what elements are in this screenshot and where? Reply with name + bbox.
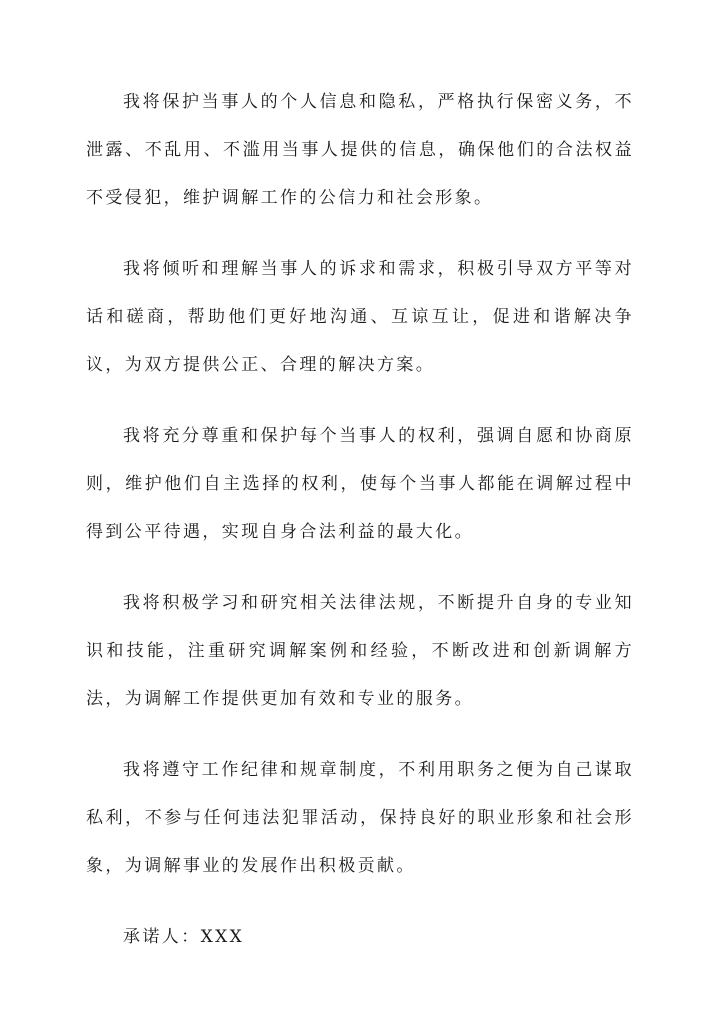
document-body — [86, 78, 634, 961]
paragraph-rights: 我将充分尊重和保护每个当事人的权利，强调自愿和协商原则，维护他们自主选择的权利，使每个当事人都能在调解过程中得到公平待遇，实现自身合法利益的最大化。 — [86, 426, 634, 542]
paragraph-listening: 我将倾听和理解当事人的诉求和需求，积极引导双方平等对话和磋商，帮助他们更好地沟通、互谅互让，促进和谐解决争议，为双方提供公正、合理的解决方案。 — [86, 259, 634, 375]
paragraph-privacy: 我将保护当事人的个人信息和隐私，严格执行保密义务，不泄露、不乱用、不滥用当事人提供的信息，确保他们的合法权益不受侵犯，维护调解工作的公信力和社会形象。 — [86, 92, 634, 208]
paragraph-learning: 我将积极学习和研究相关法律法规，不断提升自身的专业知识和技能，注重研究调解案例和经验，不断改进和创新调解方法，为调解工作提供更加有效和专业的服务。 — [86, 593, 634, 709]
signature-line: 承诺人：XXX — [123, 927, 245, 947]
paragraph-discipline: 我将遵守工作纪律和规章制度，不利用职务之便为自己谋取私利，不参与任何违法犯罪活动，保持良好的职业形象和社会形象，为调解事业的发展作出积极贡献。 — [86, 760, 634, 876]
